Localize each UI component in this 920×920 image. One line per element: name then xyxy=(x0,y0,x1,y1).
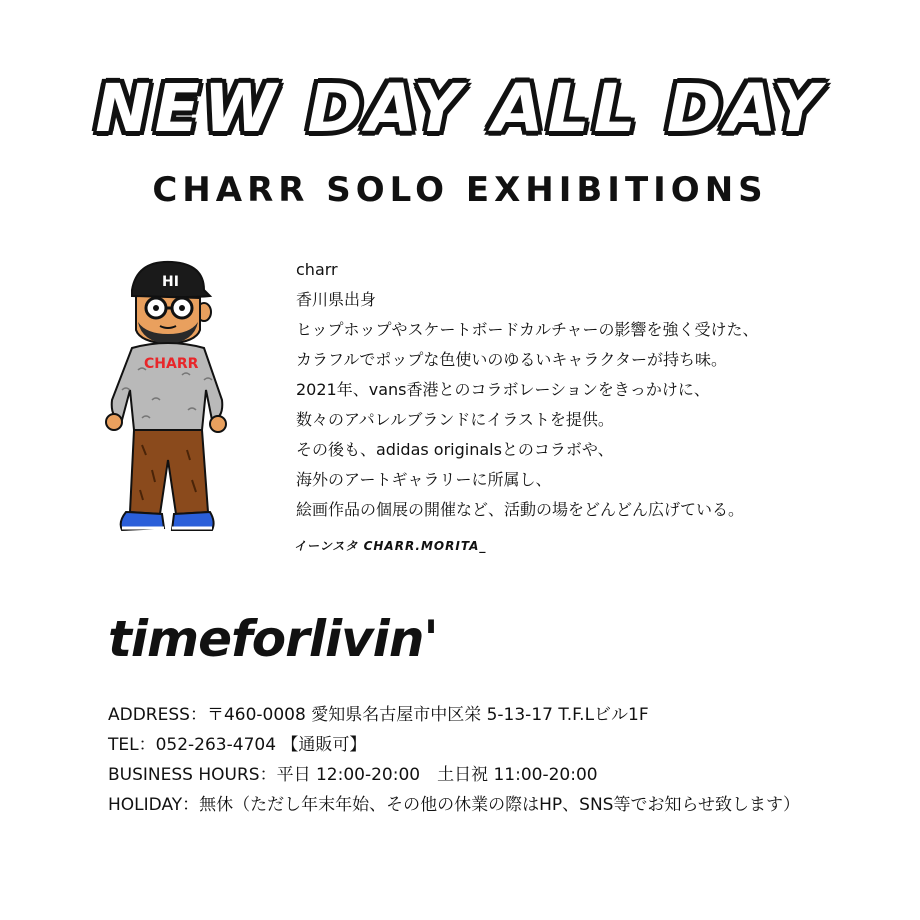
cap-logo: HI xyxy=(162,274,179,290)
shop-holiday: HOLIDAY：無休（ただし年末年始、その他の休業の際はHP、SNS等でお知らせ致します） xyxy=(108,795,800,815)
bio-line: ヒップホップやスケートボードカルチャーの影響を強く受けた、 xyxy=(296,320,759,339)
bio-line: 2021年、vans香港とのコラボレーションをきっかけに、 xyxy=(296,380,710,399)
artist-bio xyxy=(296,255,856,525)
exhibition-subtitle: CHARR SOLO EXHIBITIONS xyxy=(152,170,768,210)
bio-line: カラフルでポップな色使いのゆるいキャラクターが持ち味。 xyxy=(296,350,728,369)
shop-address: ADDRESS：〒460-0008 愛知県名古屋市中区栄 5-13-17 T.F.Lビル1F xyxy=(108,705,649,725)
bio-line: 海外のアートギャラリーに所属し、 xyxy=(296,470,552,489)
bio-line-name: charr xyxy=(296,260,338,279)
bio-line: 香川県出身 xyxy=(296,290,377,309)
bio-line: 数々のアパレルブランドにイラストを提供。 xyxy=(296,410,614,429)
charr-character-illustration xyxy=(92,250,242,550)
exhibition-title: NEW DAY ALL DAY xyxy=(95,70,825,147)
shop-hours: BUSINESS HOURS：平日 12:00-20:00 土日祝 11:00-20:00 xyxy=(108,765,598,785)
bio-line: その後も、adidas originalsとのコラボや、 xyxy=(296,440,614,459)
instagram-handle: イーンスタ CHARR.MORITA_ xyxy=(294,539,487,553)
bio-line: 絵画作品の個展の開催など、活動の場をどんどん広げている。 xyxy=(296,500,745,519)
shop-logo: timeforlivin' xyxy=(108,610,438,668)
shop-info xyxy=(108,700,888,820)
sweater-text: CHARR xyxy=(144,356,199,372)
shop-tel: TEL：052-263-4704 【通販可】 xyxy=(108,735,367,755)
